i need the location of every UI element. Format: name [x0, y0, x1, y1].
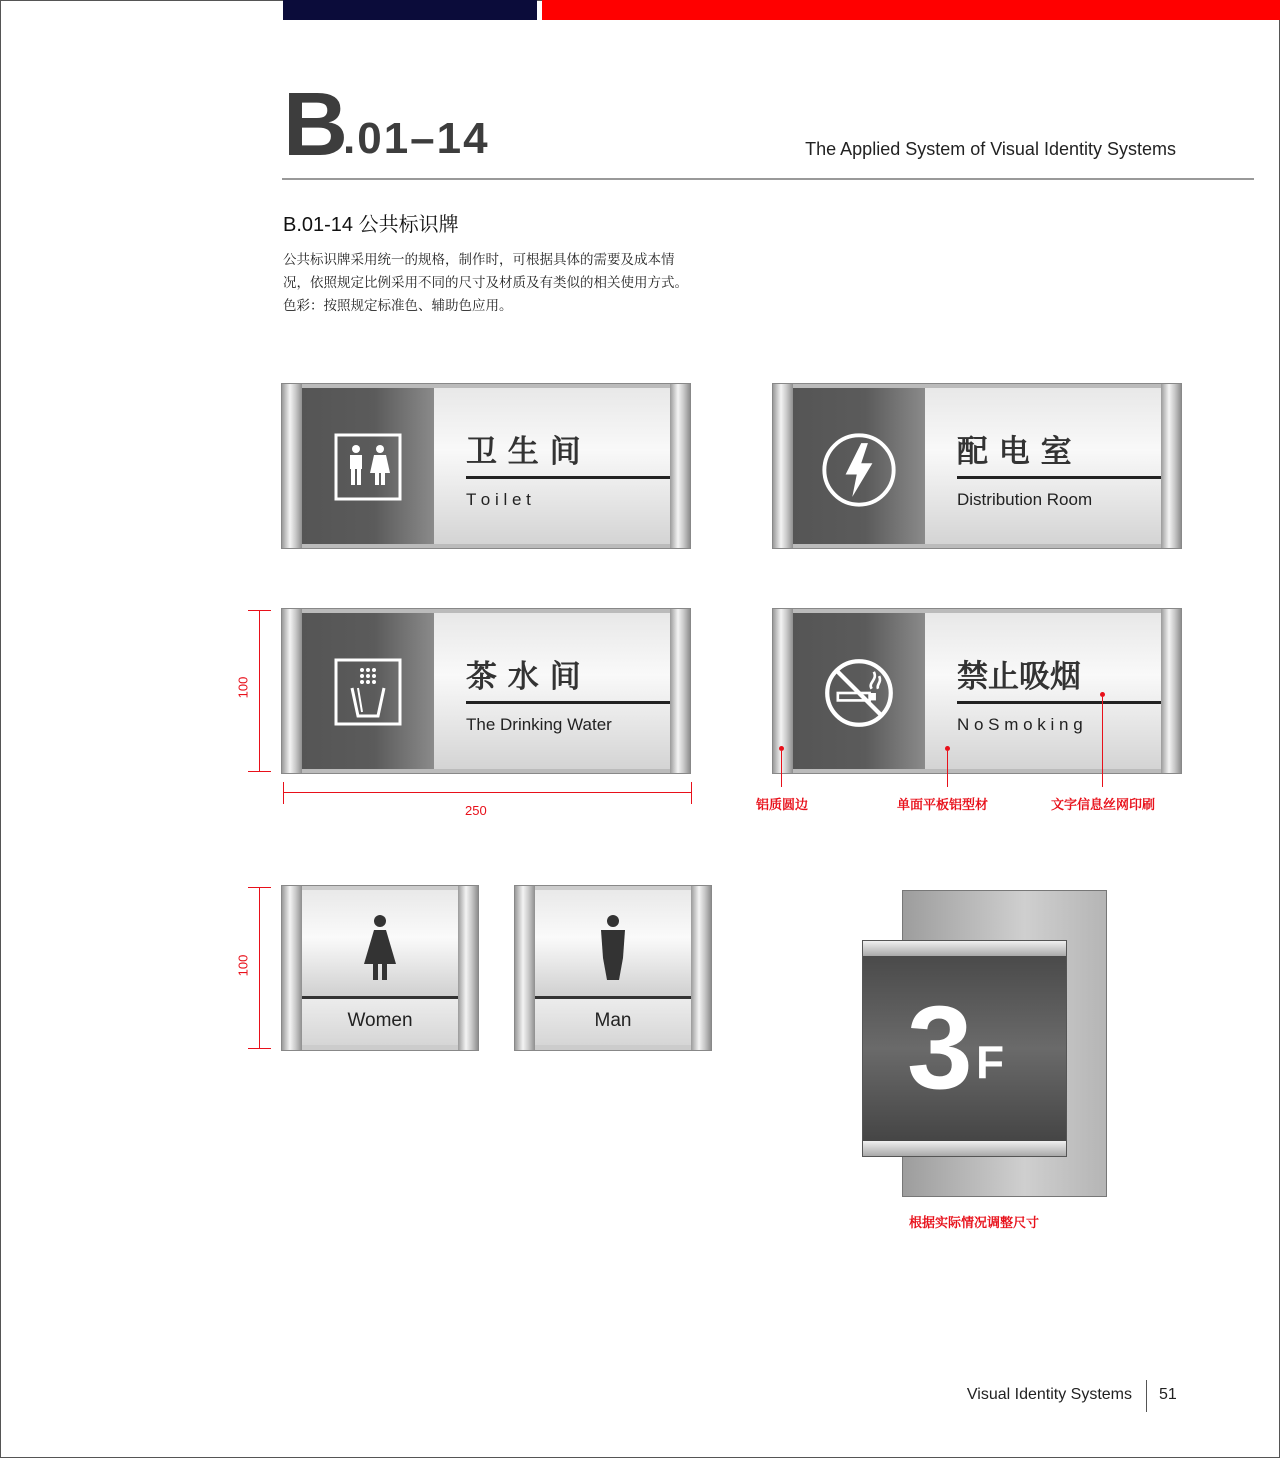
annotation-leader: [1102, 697, 1103, 787]
section-title: B.01-14 公共标识牌: [283, 214, 459, 236]
sign-light-panel: [925, 388, 1161, 544]
no-smoking-icon: [823, 657, 895, 729]
footer-divider: [1146, 1380, 1147, 1412]
sign-cn-label: 禁止吸烟: [957, 659, 1081, 695]
aluminum-edge: [458, 886, 478, 1050]
aluminum-edge: [282, 886, 302, 1050]
sign-toilet: [281, 383, 691, 549]
aluminum-edge: [1161, 609, 1181, 773]
sign-dark-panel: [793, 613, 925, 769]
dimension-tick: [248, 771, 271, 772]
sign-label: Women: [347, 1010, 413, 1031]
floor-suffix: F: [976, 1036, 1005, 1088]
aluminum-edge: [282, 384, 302, 548]
sign-en-label: N o S m o k i n g: [957, 715, 1083, 734]
sign-no-smoking: [772, 608, 1182, 774]
aluminum-edge: [670, 384, 690, 548]
man-icon: [593, 914, 633, 980]
annotation-print: 文字信息丝网印刷: [1051, 797, 1156, 812]
aluminum-edge: [691, 886, 711, 1050]
dimension-tick: [691, 782, 692, 804]
section-code-letter: B: [283, 75, 346, 175]
lightning-icon: [821, 432, 897, 508]
sign-light-panel: [434, 613, 670, 769]
header-bar-navy: [283, 0, 537, 20]
height-dimension-label: 100: [235, 954, 251, 977]
header-subtitle: The Applied System of Visual Identity Systems: [805, 139, 1176, 159]
section-code-number: .01–14: [343, 114, 490, 163]
dimension-tick: [283, 782, 284, 804]
sign-distribution-room: [772, 383, 1182, 549]
annotation-edge: 铝质圆边: [756, 797, 809, 812]
drinking-water-icon: [334, 658, 402, 726]
sign-en-label: Distribution Room: [957, 490, 1093, 509]
sign-drinking-water: [281, 608, 691, 774]
aluminum-edge: [670, 609, 690, 773]
toilet-icon: [334, 433, 402, 501]
floor-number: 3: [907, 982, 973, 1114]
sign-en-label: The Drinking Water: [466, 715, 612, 734]
aluminum-edge: [282, 609, 302, 773]
annotation-adjust: 根据实际情况调整尺寸: [909, 1215, 1040, 1230]
width-dimension-label: 250: [465, 803, 487, 818]
aluminum-edge: [1161, 384, 1181, 548]
sign-divider: [466, 476, 670, 479]
annotation-leader: [781, 751, 782, 787]
sign-cn-label: 茶 水 间: [466, 659, 581, 695]
sign-dark-panel: [302, 613, 434, 769]
sign-man: [514, 885, 712, 1051]
dimension-line-horizontal: [283, 792, 691, 793]
sign-divider: [466, 701, 670, 704]
floor-sign: [862, 940, 1067, 1157]
sign-light-panel: [434, 388, 670, 544]
header-divider: [282, 178, 1254, 180]
sign-women: [281, 885, 479, 1051]
sign-dark-panel: [793, 388, 925, 544]
sign-divider: [957, 701, 1161, 704]
desc-line: 况，依照规定比例采用不同的尺寸及材质及有类似的相关使用方式。: [283, 275, 688, 290]
dimension-line-vertical: [259, 610, 260, 771]
sign-en-label: T o i l e t: [466, 490, 531, 509]
sign-cn-label: 配 电 室: [957, 434, 1072, 470]
desc-line: 色彩：按照规定标准色、辅助色应用。: [283, 298, 513, 313]
sign-divider: [957, 476, 1161, 479]
woman-icon: [360, 914, 400, 980]
aluminum-edge: [515, 886, 535, 1050]
footer-title: Visual Identity Systems: [966, 1386, 1132, 1403]
annotation-profile: 单面平板铝型材: [897, 797, 989, 812]
aluminum-edge: [773, 384, 793, 548]
dimension-tick: [248, 1048, 271, 1049]
page-number: 51: [1159, 1386, 1177, 1403]
annotation-leader: [947, 751, 948, 787]
header-bar-red: [542, 0, 1280, 20]
section-description: [283, 248, 723, 317]
dimension-line-vertical: [259, 887, 260, 1048]
height-dimension-label: 100: [235, 676, 251, 699]
sign-label: Man: [594, 1010, 632, 1031]
dimension-tick: [248, 887, 271, 888]
dimension-tick: [248, 610, 271, 611]
sign-light-panel: [925, 613, 1161, 769]
sign-cn-label: 卫 生 间: [466, 434, 581, 470]
desc-line: 公共标识牌采用统一的规格，制作时，可根据具体的需要及成本情: [283, 252, 675, 267]
sign-dark-panel: [302, 388, 434, 544]
